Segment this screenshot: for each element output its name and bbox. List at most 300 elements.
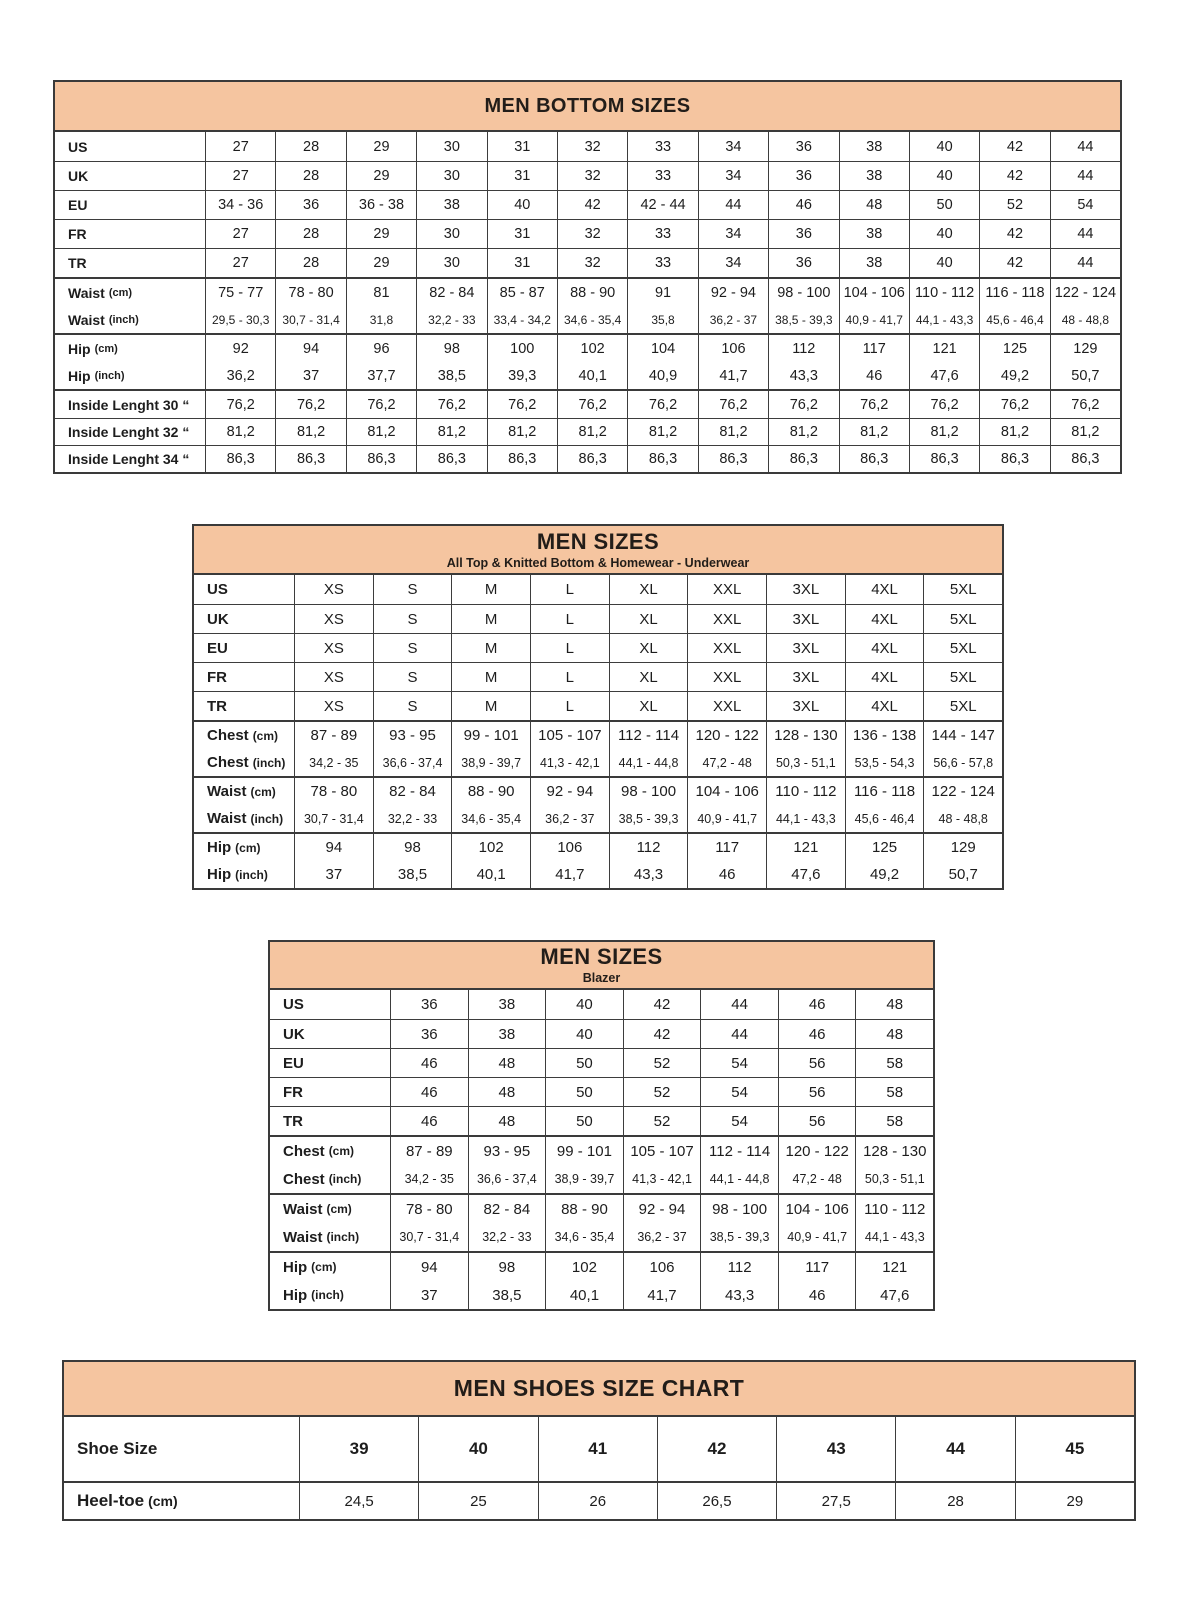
value-cell: 40: [545, 990, 623, 1019]
value-cell: 43,3: [700, 1281, 778, 1309]
value-cell: 36: [768, 162, 838, 190]
value-cell: 32,2 - 33: [416, 306, 486, 333]
value-cell: 81: [346, 279, 416, 306]
row-label-text: TR: [68, 255, 87, 271]
value-cell: 120 - 122: [778, 1137, 856, 1165]
value-cell: 121: [766, 834, 845, 861]
value-cell: 26,5: [657, 1483, 776, 1519]
value-cell: 47,2 - 48: [778, 1165, 856, 1193]
row-label: [194, 575, 294, 604]
value-cell: 3XL: [766, 692, 845, 720]
row-label-unit: (inch): [328, 1172, 362, 1186]
value-cell: S: [373, 634, 452, 662]
value-cell: 117: [687, 834, 766, 861]
value-cell: 38: [839, 132, 909, 161]
value-cell: 44,1 - 43,3: [766, 805, 845, 832]
row-label-text: Hip: [68, 340, 91, 357]
value-cell: 29: [346, 162, 416, 190]
value-cell: XL: [609, 663, 688, 691]
value-cell: 81,2: [416, 419, 486, 445]
row-group: [194, 575, 1002, 720]
value-cell: 98 - 100: [768, 279, 838, 306]
value-cell: 40,1: [557, 362, 627, 389]
value-cell: 53,5 - 54,3: [845, 749, 924, 776]
value-cell: 40: [909, 162, 979, 190]
value-cell: 41: [538, 1417, 657, 1481]
value-cell: 40,1: [545, 1281, 623, 1309]
row-label: [194, 861, 294, 888]
value-cell: 40,9 - 41,7: [687, 805, 766, 832]
value-cell: 56: [778, 1078, 856, 1106]
value-cell: 36,6 - 37,4: [468, 1165, 546, 1193]
value-cell: 44,1 - 43,3: [855, 1223, 933, 1251]
table-header: [270, 942, 933, 990]
value-cell: 102: [545, 1253, 623, 1281]
row-label-text: Hip: [283, 1258, 308, 1276]
row-label-text: US: [207, 581, 228, 598]
value-cell: 36: [768, 132, 838, 161]
value-cell: 81,2: [1050, 419, 1120, 445]
table-row: [55, 279, 1120, 306]
value-cell: 104 - 106: [778, 1195, 856, 1223]
value-cell: 36,6 - 37,4: [373, 749, 452, 776]
value-cell: XS: [294, 605, 373, 633]
value-cell: 42: [979, 162, 1049, 190]
row-label-text: Waist: [68, 311, 105, 328]
value-cell: 3XL: [766, 605, 845, 633]
value-cell: 128 - 130: [855, 1137, 933, 1165]
value-cell: 99 - 101: [545, 1137, 623, 1165]
value-cell: 34,6 - 35,4: [451, 805, 530, 832]
value-cell: 44: [1050, 132, 1120, 161]
row-label-text: Waist: [207, 783, 247, 800]
row-label-unit: (cm): [148, 1493, 178, 1509]
value-cell: XS: [294, 575, 373, 604]
table-body: [55, 132, 1120, 472]
value-cell: 31: [487, 249, 557, 277]
table-row: [64, 1483, 1134, 1519]
value-cell: 76,2: [346, 391, 416, 418]
row-label-text: EU: [207, 639, 228, 657]
value-cell: 33,4 - 34,2: [487, 306, 557, 333]
value-cell: 30: [416, 132, 486, 161]
value-cell: L: [530, 692, 609, 720]
table-row: [194, 662, 1002, 691]
value-cell: 94: [275, 335, 345, 362]
value-cell: 88 - 90: [545, 1195, 623, 1223]
value-cell: 98 - 100: [700, 1195, 778, 1223]
value-cell: 106: [623, 1253, 701, 1281]
value-cell: 92 - 94: [530, 778, 609, 805]
value-cell: 110 - 112: [909, 279, 979, 306]
row-label: [194, 634, 294, 662]
value-cell: 76,2: [275, 391, 345, 418]
value-cell: 86,3: [698, 446, 768, 472]
value-cell: 48: [855, 990, 933, 1019]
value-cell: 30: [416, 162, 486, 190]
table-row: [194, 834, 1002, 861]
value-cell: 54: [700, 1049, 778, 1077]
value-cell: 45,6 - 46,4: [845, 805, 924, 832]
value-cell: 29: [1015, 1483, 1134, 1519]
value-cell: 58: [855, 1049, 933, 1077]
value-cell: 88 - 90: [451, 778, 530, 805]
value-cell: 76,2: [839, 391, 909, 418]
value-cell: 104 - 106: [687, 778, 766, 805]
value-cell: 129: [923, 834, 1002, 861]
value-cell: 106: [530, 834, 609, 861]
value-cell: 44: [1050, 249, 1120, 277]
value-cell: 33: [627, 132, 697, 161]
value-cell: 40: [909, 220, 979, 248]
value-cell: 32: [557, 220, 627, 248]
value-cell: 87 - 89: [390, 1137, 468, 1165]
value-cell: 48: [468, 1049, 546, 1077]
value-cell: 50: [909, 191, 979, 219]
value-cell: 46: [390, 1049, 468, 1077]
value-cell: 28: [275, 132, 345, 161]
row-group: [55, 389, 1120, 472]
value-cell: 44,1 - 44,8: [700, 1165, 778, 1193]
value-cell: 78 - 80: [275, 279, 345, 306]
value-cell: 44,1 - 43,3: [909, 306, 979, 333]
value-cell: 5XL: [923, 605, 1002, 633]
value-cell: 36 - 38: [346, 191, 416, 219]
value-cell: S: [373, 575, 452, 604]
row-label: [64, 1417, 299, 1481]
value-cell: 5XL: [923, 575, 1002, 604]
value-cell: 117: [839, 335, 909, 362]
value-cell: 47,2 - 48: [687, 749, 766, 776]
value-cell: 40: [487, 191, 557, 219]
value-cell: 56: [778, 1107, 856, 1135]
value-cell: 88 - 90: [557, 279, 627, 306]
row-group: [194, 720, 1002, 776]
value-cell: XL: [609, 692, 688, 720]
value-cell: 34: [698, 220, 768, 248]
row-group: [194, 776, 1002, 832]
value-cell: 98: [468, 1253, 546, 1281]
value-cell: 76,2: [909, 391, 979, 418]
value-cell: 32: [557, 132, 627, 161]
table-body: [64, 1417, 1134, 1519]
value-cell: 76,2: [1050, 391, 1120, 418]
row-label: [55, 446, 205, 472]
row-label: [194, 778, 294, 805]
value-cell: 81,2: [839, 419, 909, 445]
value-cell: 24,5: [299, 1483, 418, 1519]
value-cell: 46: [778, 990, 856, 1019]
table-row: [194, 722, 1002, 749]
value-cell: 48 - 48,8: [923, 805, 1002, 832]
table-row: [55, 362, 1120, 389]
value-cell: 54: [700, 1078, 778, 1106]
value-cell: 47,6: [766, 861, 845, 888]
row-label-text: EU: [283, 1054, 304, 1072]
value-cell: 31: [487, 220, 557, 248]
value-cell: 86,3: [557, 446, 627, 472]
table-row: [270, 1253, 933, 1281]
table-row: [270, 1195, 933, 1223]
value-cell: 49,2: [979, 362, 1049, 389]
row-label: [55, 279, 205, 306]
value-cell: 30,7 - 31,4: [275, 306, 345, 333]
value-cell: 40: [418, 1417, 537, 1481]
value-cell: 105 - 107: [530, 722, 609, 749]
value-cell: 105 - 107: [623, 1137, 701, 1165]
value-cell: 81,2: [487, 419, 557, 445]
value-cell: 50: [545, 1107, 623, 1135]
value-cell: 34,6 - 35,4: [557, 306, 627, 333]
value-cell: 46: [390, 1078, 468, 1106]
table-row: [55, 219, 1120, 248]
row-label-text: UK: [283, 1025, 305, 1043]
row-label-text: Shoe Size: [77, 1439, 158, 1458]
value-cell: 44: [698, 191, 768, 219]
value-cell: XL: [609, 605, 688, 633]
value-cell: 91: [627, 279, 697, 306]
table-row: [194, 861, 1002, 888]
value-cell: 44: [1050, 220, 1120, 248]
value-cell: 86,3: [346, 446, 416, 472]
row-label: [55, 335, 205, 362]
value-cell: 3XL: [766, 634, 845, 662]
value-cell: 28: [275, 220, 345, 248]
value-cell: 78 - 80: [390, 1195, 468, 1223]
value-cell: 76,2: [627, 391, 697, 418]
row-label-unit: (inch): [326, 1230, 360, 1244]
value-cell: 38: [416, 191, 486, 219]
value-cell: 37,7: [346, 362, 416, 389]
value-cell: 42: [979, 249, 1049, 277]
value-cell: 52: [623, 1107, 701, 1135]
value-cell: M: [451, 692, 530, 720]
value-cell: 28: [895, 1483, 1014, 1519]
value-cell: L: [530, 663, 609, 691]
value-cell: 41,3 - 42,1: [623, 1165, 701, 1193]
value-cell: 42: [557, 191, 627, 219]
value-cell: 34,2 - 35: [294, 749, 373, 776]
row-label: [270, 1107, 390, 1135]
row-label: [270, 1020, 390, 1048]
value-cell: 36,2 - 37: [530, 805, 609, 832]
value-cell: 44: [895, 1417, 1014, 1481]
value-cell: 92 - 94: [623, 1195, 701, 1223]
value-cell: 86,3: [205, 446, 275, 472]
table-row: [194, 575, 1002, 604]
value-cell: 56: [778, 1049, 856, 1077]
table-row: [55, 190, 1120, 219]
value-cell: 48 - 48,8: [1050, 306, 1120, 333]
value-cell: 36: [390, 1020, 468, 1048]
value-cell: 32: [557, 162, 627, 190]
value-cell: 47,6: [855, 1281, 933, 1309]
value-cell: 122 - 124: [1050, 279, 1120, 306]
value-cell: S: [373, 605, 452, 633]
row-label-text: TR: [283, 1112, 303, 1130]
table-row: [194, 749, 1002, 776]
row-label-text: Chest: [283, 1170, 325, 1188]
value-cell: 31: [487, 162, 557, 190]
value-cell: 37: [275, 362, 345, 389]
table-row: [55, 445, 1120, 472]
value-cell: L: [530, 634, 609, 662]
row-label-text: Inside Lenght 30 “: [68, 396, 190, 413]
row-group: [270, 1135, 933, 1193]
value-cell: 36: [768, 249, 838, 277]
value-cell: 32,2 - 33: [468, 1223, 546, 1251]
value-cell: 44: [1050, 162, 1120, 190]
value-cell: 116 - 118: [979, 279, 1049, 306]
value-cell: 121: [909, 335, 979, 362]
value-cell: XXL: [687, 692, 766, 720]
value-cell: 40,9: [627, 362, 697, 389]
value-cell: 27: [205, 220, 275, 248]
value-cell: 36: [275, 191, 345, 219]
value-cell: 42: [657, 1417, 776, 1481]
value-cell: 42: [979, 132, 1049, 161]
value-cell: 81,2: [979, 419, 1049, 445]
value-cell: 40: [545, 1020, 623, 1048]
value-cell: 36: [390, 990, 468, 1019]
value-cell: 34: [698, 249, 768, 277]
table-header: [55, 82, 1120, 132]
table-row: [270, 1019, 933, 1048]
row-label-unit: (inch): [250, 811, 284, 826]
table-subtitle: Blazer: [582, 971, 621, 986]
value-cell: 28: [275, 162, 345, 190]
row-label: [55, 249, 205, 277]
table-row: [270, 1223, 933, 1251]
value-cell: 48: [468, 1078, 546, 1106]
value-cell: 81,2: [768, 419, 838, 445]
row-label-text: FR: [207, 668, 227, 686]
row-group: [64, 1481, 1134, 1519]
row-label-text: Inside Lenght 32 “: [68, 424, 190, 440]
value-cell: 86,3: [627, 446, 697, 472]
row-label-unit: (cm): [326, 1202, 352, 1216]
table-row: [55, 335, 1120, 362]
value-cell: 29: [346, 220, 416, 248]
value-cell: 102: [451, 834, 530, 861]
value-cell: XS: [294, 692, 373, 720]
table-row: [270, 1106, 933, 1135]
value-cell: 81,2: [909, 419, 979, 445]
value-cell: 38,5 - 39,3: [700, 1223, 778, 1251]
row-label-unit: (inch): [235, 867, 268, 882]
value-cell: 46: [778, 1020, 856, 1048]
value-cell: 110 - 112: [855, 1195, 933, 1223]
value-cell: 50,3 - 51,1: [855, 1165, 933, 1193]
value-cell: 45,6 - 46,4: [979, 306, 1049, 333]
row-label: [55, 306, 205, 333]
value-cell: 76,2: [979, 391, 1049, 418]
value-cell: 49,2: [845, 861, 924, 888]
row-label-unit: (inch): [94, 369, 125, 382]
value-cell: 36,2 - 37: [623, 1223, 701, 1251]
table-row: [194, 633, 1002, 662]
value-cell: 27,5: [776, 1483, 895, 1519]
value-cell: 112 - 114: [700, 1137, 778, 1165]
row-label-text: Hip: [68, 367, 91, 384]
value-cell: 29: [346, 249, 416, 277]
value-cell: M: [451, 605, 530, 633]
value-cell: 26: [538, 1483, 657, 1519]
value-cell: 32: [557, 249, 627, 277]
value-cell: 52: [623, 1078, 701, 1106]
value-cell: 129: [1050, 335, 1120, 362]
value-cell: 86,3: [487, 446, 557, 472]
value-cell: 85 - 87: [487, 279, 557, 306]
row-label: [55, 419, 205, 445]
row-label-text: Hip: [207, 866, 232, 883]
value-cell: 76,2: [768, 391, 838, 418]
value-cell: 52: [623, 1049, 701, 1077]
row-label: [64, 1483, 299, 1519]
value-cell: 45: [1015, 1417, 1134, 1481]
value-cell: 38,9 - 39,7: [451, 749, 530, 776]
value-cell: 37: [294, 861, 373, 888]
men-shoes-size-chart-table: [62, 1360, 1136, 1521]
value-cell: 34,2 - 35: [390, 1165, 468, 1193]
value-cell: 112 - 114: [609, 722, 688, 749]
value-cell: 106: [698, 335, 768, 362]
men-sizes-top-knitted-table: [192, 524, 1004, 890]
row-label-text: Chest: [207, 727, 249, 744]
value-cell: 34: [698, 162, 768, 190]
row-label: [194, 692, 294, 720]
row-group: [55, 132, 1120, 277]
value-cell: 34: [698, 132, 768, 161]
value-cell: 112: [768, 335, 838, 362]
value-cell: 41,7: [623, 1281, 701, 1309]
value-cell: 42: [979, 220, 1049, 248]
value-cell: 50,7: [1050, 362, 1120, 389]
value-cell: 44: [700, 990, 778, 1019]
row-label-text: EU: [68, 197, 88, 213]
value-cell: 125: [979, 335, 1049, 362]
value-cell: M: [451, 575, 530, 604]
value-cell: 76,2: [557, 391, 627, 418]
value-cell: 104 - 106: [839, 279, 909, 306]
table-row: [55, 161, 1120, 190]
value-cell: 41,3 - 42,1: [530, 749, 609, 776]
table-body: [194, 575, 1002, 888]
value-cell: 30: [416, 220, 486, 248]
table-row: [194, 691, 1002, 720]
value-cell: 122 - 124: [923, 778, 1002, 805]
value-cell: 117: [778, 1253, 856, 1281]
row-label-text: Chest: [283, 1142, 325, 1160]
value-cell: 4XL: [845, 692, 924, 720]
value-cell: 87 - 89: [294, 722, 373, 749]
row-label: [194, 663, 294, 691]
row-label-text: Chest: [207, 754, 249, 771]
row-label-text: FR: [68, 226, 87, 242]
value-cell: 46: [687, 861, 766, 888]
value-cell: M: [451, 634, 530, 662]
value-cell: 125: [845, 834, 924, 861]
value-cell: 5XL: [923, 663, 1002, 691]
table-row: [55, 248, 1120, 277]
row-label: [270, 1195, 390, 1223]
table-row: [55, 418, 1120, 445]
value-cell: 50,7: [923, 861, 1002, 888]
table-row: [194, 778, 1002, 805]
value-cell: 46: [390, 1107, 468, 1135]
value-cell: 36: [768, 220, 838, 248]
value-cell: 41,7: [530, 861, 609, 888]
